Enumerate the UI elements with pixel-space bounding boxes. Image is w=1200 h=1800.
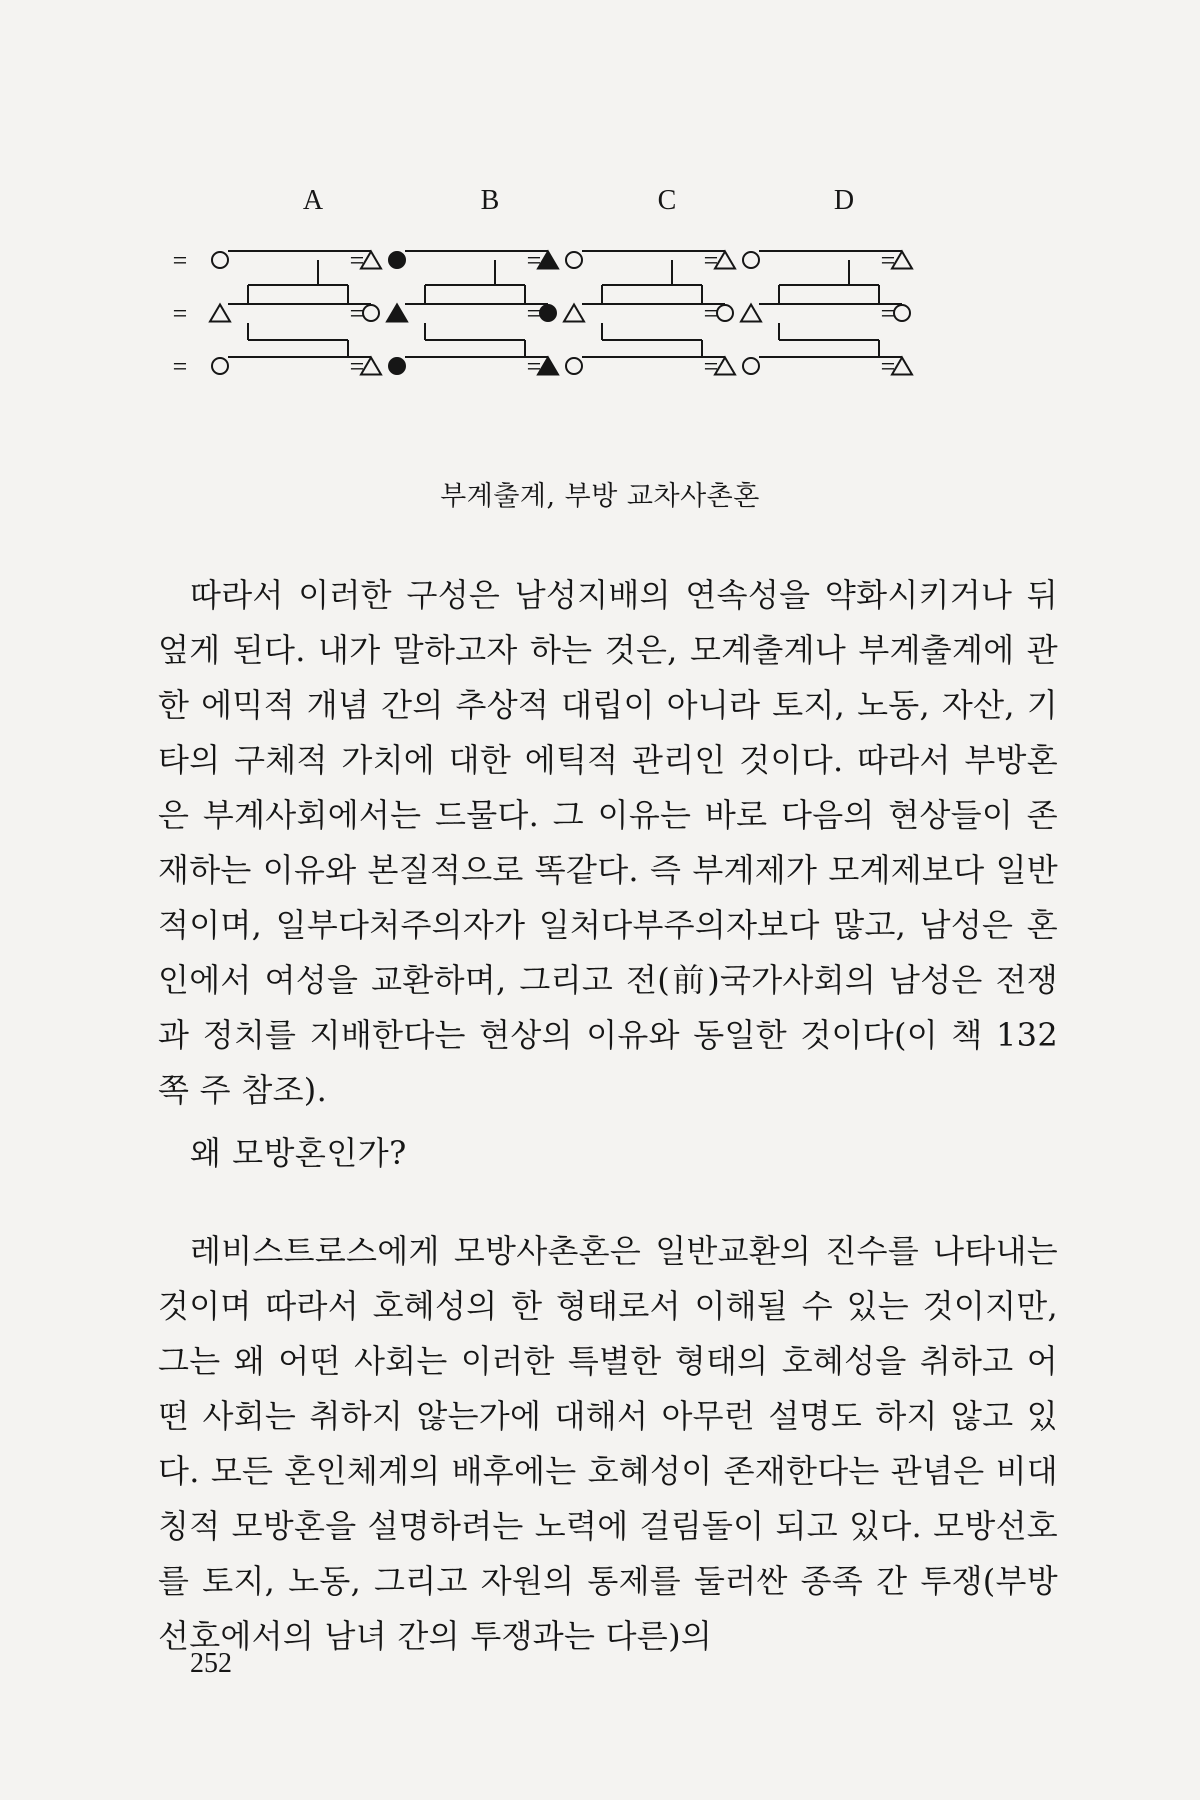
male-symbol-b-1 — [387, 305, 407, 322]
female-symbol-a-1 — [363, 305, 379, 321]
female-symbol-c-0 — [566, 252, 582, 268]
marriage-sign-0-0: = — [172, 246, 188, 275]
figure-caption: 부계출계, 부방 교차사촌혼 — [440, 481, 760, 512]
female-symbol-b-0 — [389, 252, 405, 268]
page-number: 252 — [190, 1648, 232, 1679]
female-symbol-d-0 — [743, 252, 759, 268]
female-symbol-a-0 — [212, 252, 228, 268]
marriage-sign-4-1: = — [880, 299, 896, 328]
marriage-sign-2-2: = — [526, 352, 542, 381]
kinship-diagram — [150, 185, 896, 385]
female-symbol-a-2 — [212, 358, 228, 374]
marriage-sign-3-2: = — [703, 352, 719, 381]
female-symbol-d-1 — [894, 305, 910, 321]
column-label-c: C — [657, 185, 677, 216]
male-symbol-c-1 — [564, 305, 584, 322]
female-symbol-c-2 — [566, 358, 582, 374]
column-label-a: A — [302, 185, 324, 216]
column-label-d: D — [833, 185, 855, 216]
marriage-sign-3-0: = — [703, 246, 719, 275]
male-symbol-a-1 — [210, 305, 230, 322]
column-label-b: B — [480, 185, 500, 216]
female-symbol-b-2 — [389, 358, 405, 374]
marriage-sign-3-1: = — [703, 299, 719, 328]
marriage-sign-0-2: = — [172, 352, 188, 381]
female-symbol-c-1 — [717, 305, 733, 321]
marriage-sign-2-1: = — [526, 299, 542, 328]
female-symbol-b-1 — [540, 305, 556, 321]
marriage-sign-2-0: = — [526, 246, 542, 275]
marriage-sign-0-1: = — [172, 299, 188, 328]
marriage-sign-1-0: = — [349, 246, 365, 275]
female-symbol-d-2 — [743, 358, 759, 374]
marriage-sign-4-2: = — [880, 352, 896, 381]
body-paragraph-1: 따라서 이러한 구성은 남성지배의 연속성을 약화시키거나 뒤엎게 된다. 내가 말하고자 하는 것은, 모계출계나 부계출계에 관한 에믹적 개념 간의 추상적 대립이 아니라 토지, 노동, 자산, 기타의 구체적 가치에 대한 에틱적 관리인 것이다. 따라서 부방혼은 부계사회에서는 드물다. 그 이유는 바로 다음의 현상들이 존재하는 이유와 본질적으로 똑같다. 즉 부계제가 모계제보다 일반적이며, 일부다처주의자가 일처다부주의자보다 많고, 남성은 혼인에서 여성을 교환하며, 그리고 전(前)국가사회의 남성은 전쟁과 정치를 지배한다는 현상의 이유와 동일한 것이다(이 책 132쪽 주 참조). — [158, 576, 1058, 1109]
marriage-sign-4-0: = — [880, 246, 896, 275]
marriage-sign-1-2: = — [349, 352, 365, 381]
male-symbol-d-1 — [741, 305, 761, 322]
marriage-sign-1-1: = — [349, 299, 365, 328]
body-paragraph-2: 레비스트로스에게 모방사촌혼은 일반교환의 진수를 나타내는 것이며 따라서 호혜성의 한 형태로서 이해될 수 있는 것이지만, 그는 왜 어떤 사회는 이러한 특별한 형태의 호혜성을 취하고 어떤 사회는 취하지 않는가에 대해서 아무런 설명도 하지 않고 있다. 모든 혼인체계의 배후에는 호혜성이 존재한다는 관념은 비대칭적 모방혼을 설명하려는 노력에 걸림돌이 되고 있다. 모방선호를 토지, 노동, 그리고 자원의 통제를 둘러싼 종족 간 투쟁(부방선호에서의 남녀 간의 투쟁과는 다른)의 — [158, 1232, 1058, 1655]
section-heading: 왜 모방혼인가? — [190, 1134, 407, 1172]
